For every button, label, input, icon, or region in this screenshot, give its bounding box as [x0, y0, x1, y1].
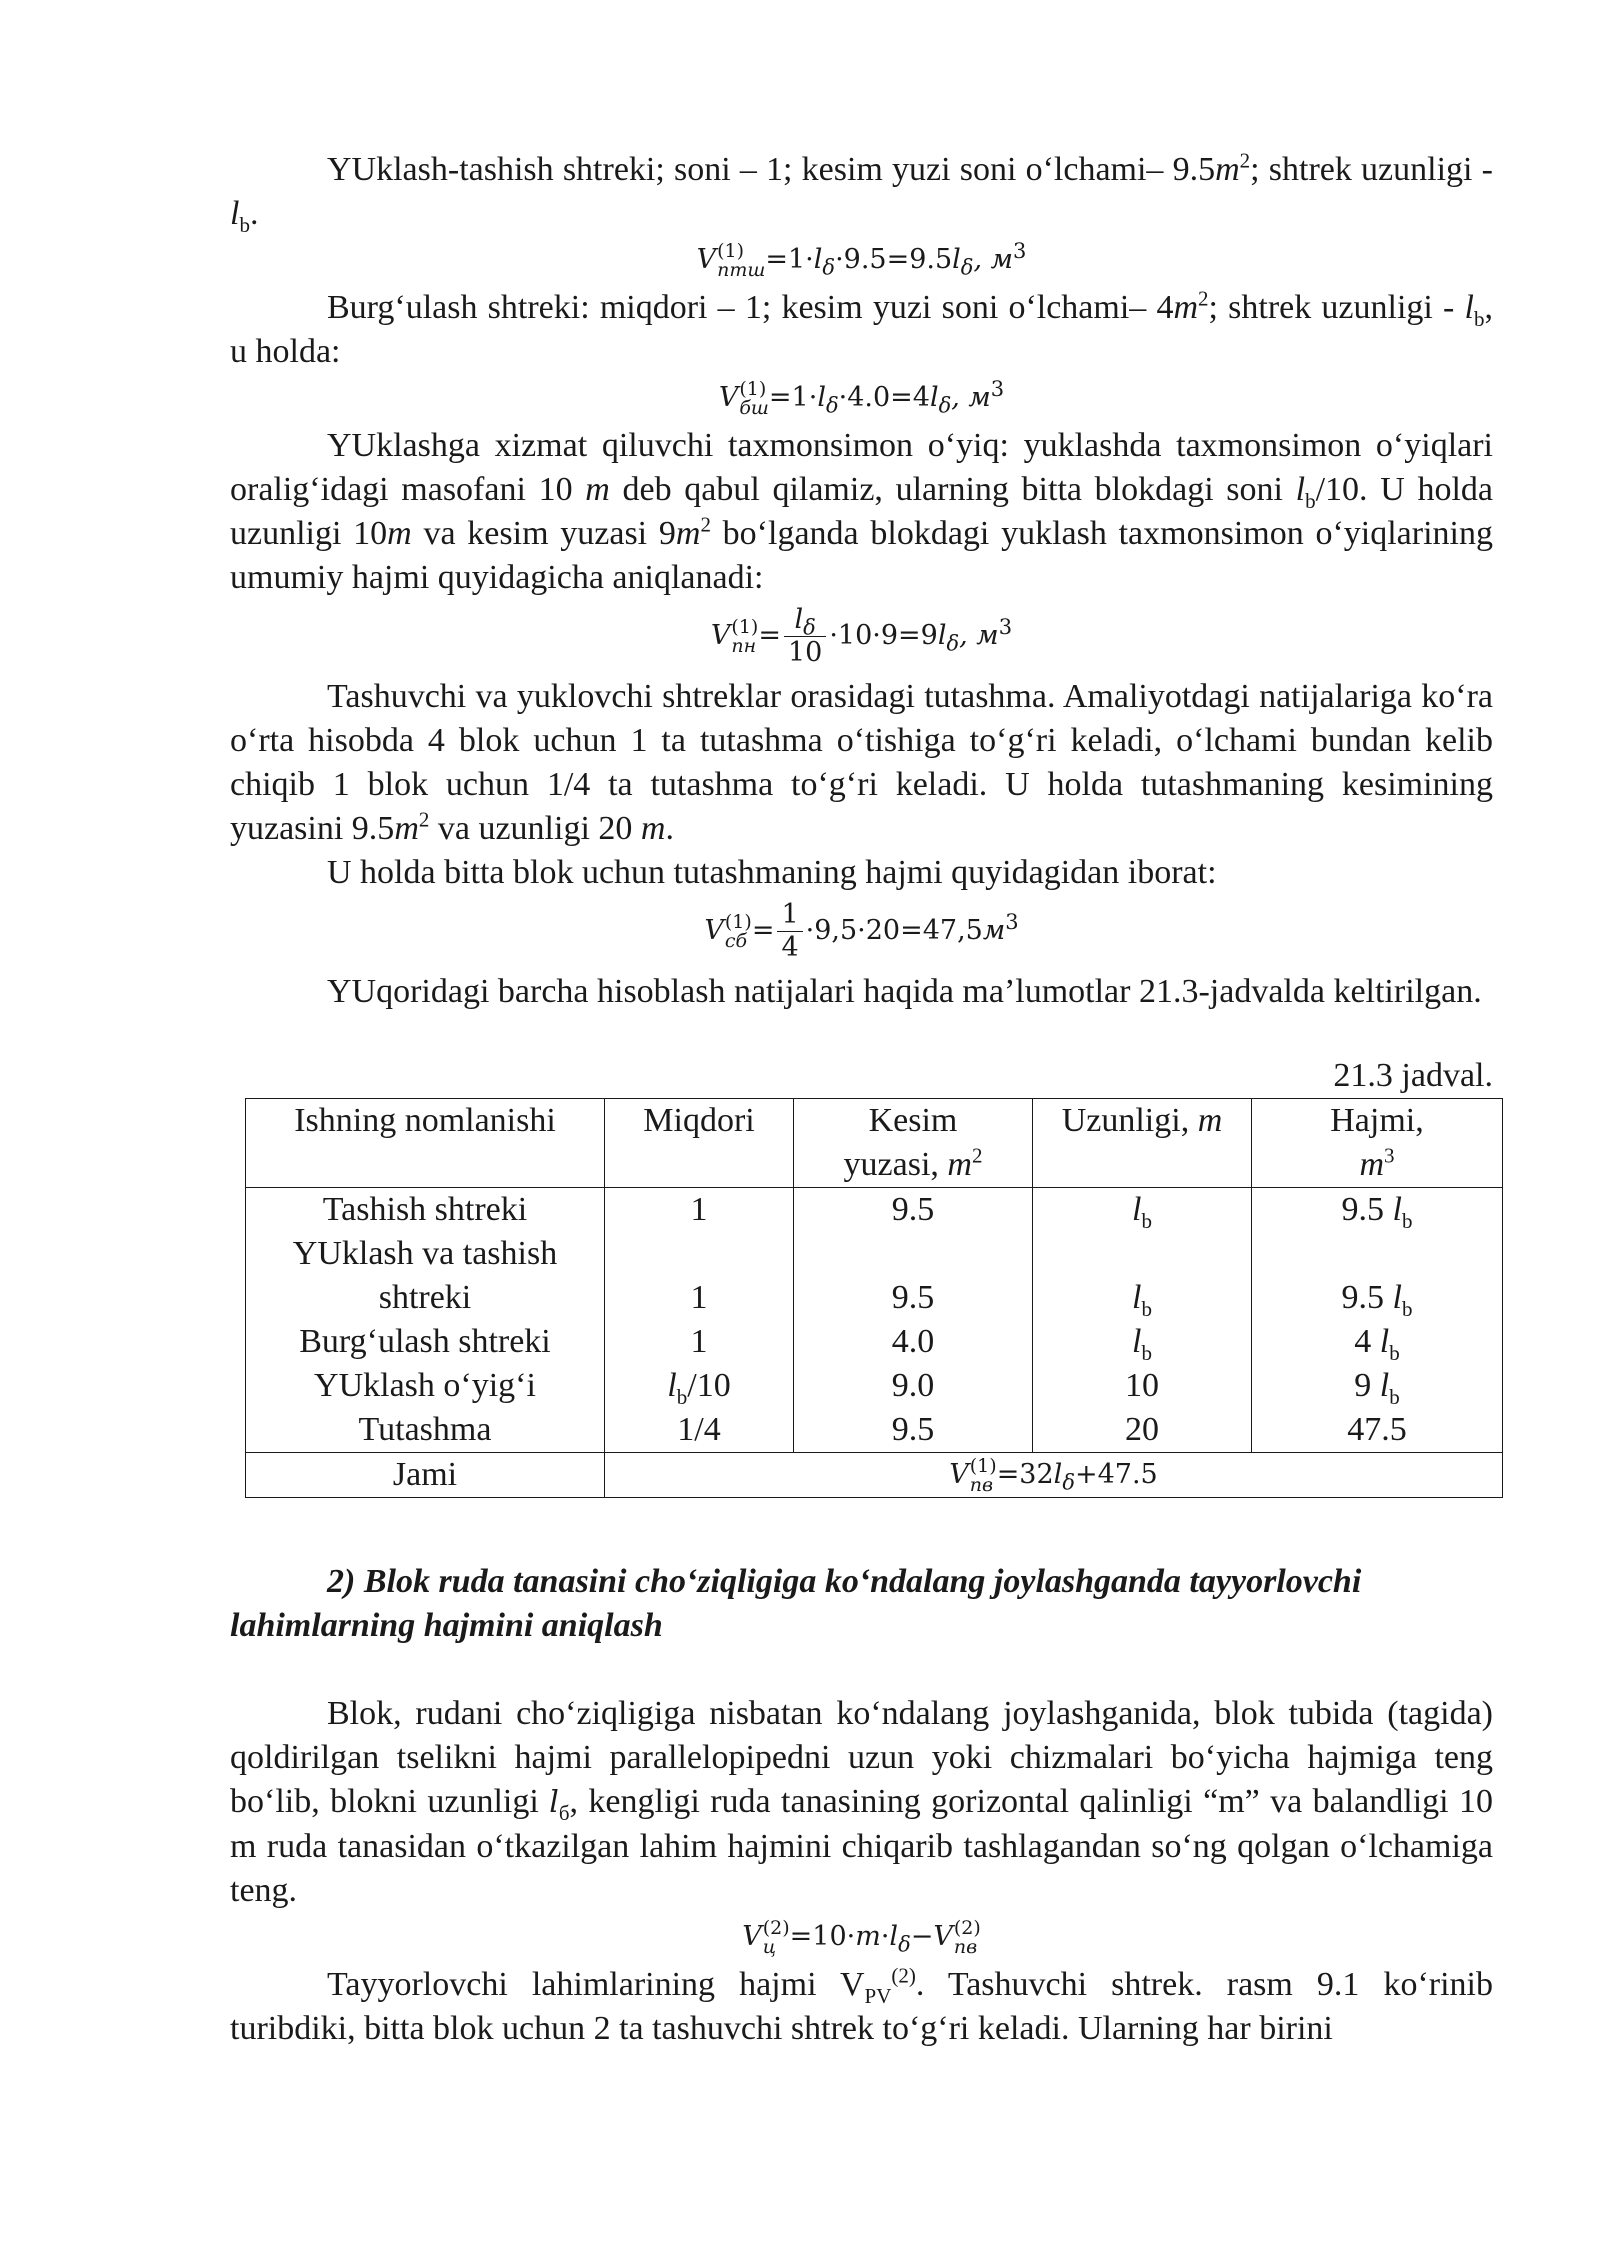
- paragraph-development-workings: Tayyorlovchi lahimlarining hajmi $V_{PV}^{(2)}$. Tashuvchi shtrek. rasm 9.1 ko‘rinib turibdiki, bitta blok uchun 2 ta tashuvchi shtrek to‘g‘ri keladi. Ularning har birini: [230, 1963, 1494, 2047]
- table-row: Tutashma 1/4 9.5 20 47.5: [246, 1408, 1503, 1453]
- header-volume: Hajmi, $m^3$: [1252, 1099, 1503, 1188]
- formula-pillar-volume: V (2) ц $=10\cdot m\cdot l_\delta-V$ (2) пв: [742, 1916, 981, 1958]
- paragraph-connection-volume-intro: U holda bitta blok uchun tutashmaning hajmi quyidagidan iborat:: [327, 854, 1217, 891]
- table-row: YUklash va tashish shtreki 1 9.5 $l_b$ 9.5 $l_b$: [246, 1232, 1503, 1320]
- fraction: $\frac{1}{4}$: [777, 899, 802, 964]
- paragraph-loading-niche: YUklashga xizmat qiluvchi taxmonsimon o‘yiq: yuklashda taxmonsimon o‘yiqlari oralig‘idagi masofani 10 m deb qabul qilamiz, ularning bitta blokdagi soni $l_b/10$. U holda uzunligi 10m va kesim yuzasi $9m^2$ bo‘lganda blokdagi yuklash taxmonsimon o‘yiqlarining umumiy hajmi quyidagicha aniqlanadi:: [230, 427, 1493, 596]
- table-header-row: [246, 1099, 1503, 1188]
- paragraph-results-summary: YUqoridagi barcha hisoblash natijalari haqida ma’lumotlar 21.3-jadvalda keltirilgan.: [327, 973, 1482, 1010]
- formula-connection-volume: V (1) сб = $\frac{1}{4}$ $\cdot 9,5\cdot 20=47,5м^3$: [704, 899, 1019, 963]
- header-work-name: Ishning nomlanishi: [246, 1099, 605, 1188]
- volumes-table: [245, 1098, 1503, 1498]
- paragraph-connection: Tashuvchi va yuklovchi shtreklar orasidagi tutashma. Amaliyotdagi natijalariga ko‘ra o‘rta hisobda 4 blok uchun 1 ta tutashma o‘tishiga to‘g‘ri keladi, o‘lchami bundan kelib chiqib 1 blok uchun 1/4 ta tutashma to‘g‘ri keladi. U holda tutashmaning kesimining yuzasini $9.5m^2$ va uzunligi 20 m.: [230, 678, 1493, 847]
- header-cross-section: Kesim yuzasi, $m^2$: [794, 1099, 1033, 1188]
- table-row: Tashish shtreki 1 9.5 $l_b$ 9.5 $l_b$: [246, 1188, 1503, 1233]
- document-page: [230, 148, 1493, 2051]
- header-length: Uzunligi, m: [1033, 1099, 1252, 1188]
- paragraph-drilling-drift: Burg‘ulash shtreki: miqdori – 1; kesim yuzi soni o‘lchami– $4m^2$; shtrek uzunligi - $l_b$, u holda:: [230, 286, 1493, 370]
- total-formula: V (1) пв $=32l_\delta+47.5$: [605, 1453, 1503, 1498]
- table-total-row: Jami V (1) пв $=32l_\delta+47.5$: [246, 1453, 1503, 1498]
- table-caption: 21.3 jadval.: [1333, 1057, 1493, 1094]
- paragraph-transverse-block: Blok, rudani cho‘ziqligiga nisbatan ko‘ndalang joylashganida, blok tubida (tagida) qoldirilgan tselikni hajmi parallelopipedni uzun yoki chizmalari bo‘yicha hajmiga teng bo‘lib, blokni uzunligi $l_б$, kengligi ruda tanasining gorizontal qalinligi “m” va balandligi 10 m ruda tanasidan o‘tkazilgan lahim hajmini chiqarib tashlagandan so‘ng qolgan o‘lchamiga teng.: [230, 1695, 1493, 1909]
- table-row: YUklash o‘yig‘i $l_b/10$ 9.0 10 9 $l_b$: [246, 1364, 1503, 1408]
- fraction: $\frac{l_\delta}{10}$: [784, 604, 826, 669]
- formula-drilling-drift-volume: V (1) бш $=1\cdot l_\delta\cdot 4.0=4l_\delta$, $м^3$: [718, 377, 1005, 419]
- formula-loading-drift-volume: V (1) птш $=1\cdot l_\delta\cdot 9.5=9.5l_\delta$, $м^3$: [696, 239, 1027, 281]
- table-row: Burg‘ulash shtreki 1 4.0 $l_b$ 4 $l_b$: [246, 1320, 1503, 1364]
- header-quantity: Miqdori: [605, 1099, 794, 1188]
- paragraph-loading-drift: YUklash-tashish shtreki; soni – 1; kesim yuzi soni o‘lchami– $9.5m^2$; shtrek uzunligi - $l_b$.: [230, 148, 1493, 237]
- formula-loading-niche-volume: V (1) пн = $\frac{l_\delta}{10}$ $\cdot 10\cdot 9=9l_\delta$, $м^3$: [710, 604, 1013, 668]
- section-heading: 2) Blok ruda tanasini cho‘ziqligiga ko‘ndalang joylashganda tayyorlovchi lahimlarning hajmini aniqlash: [230, 1563, 1362, 1644]
